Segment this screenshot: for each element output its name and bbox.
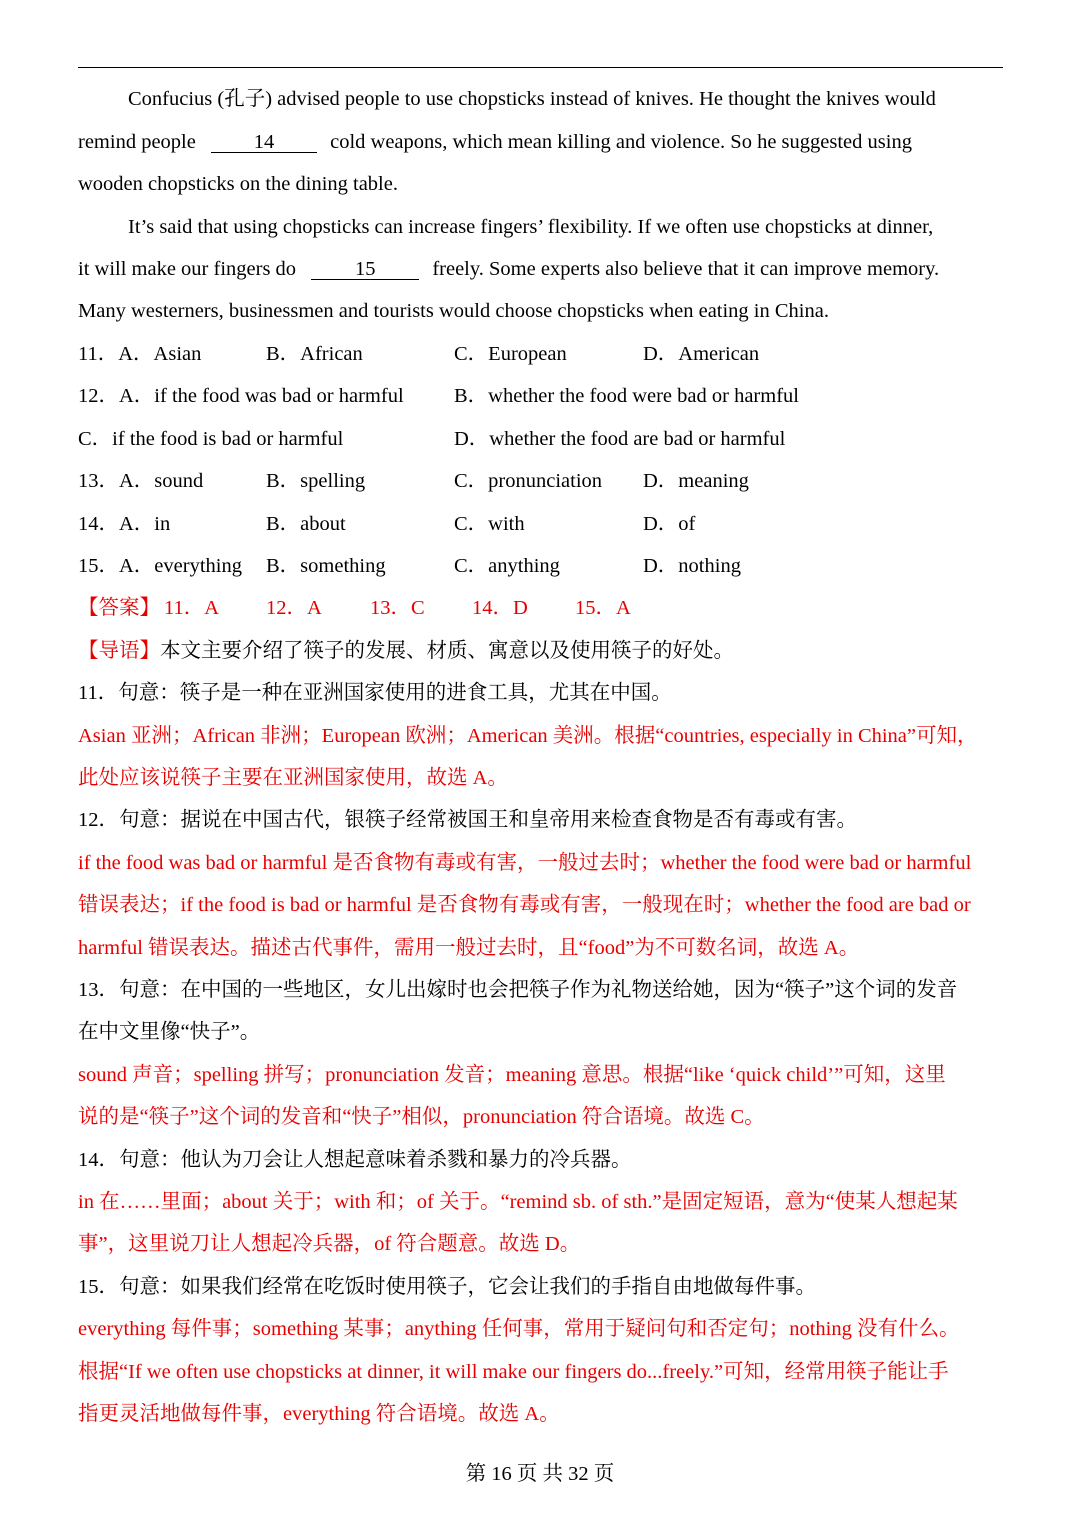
passage-line [78,128,1008,156]
page-number: 第 16 页 共 32 页 [465,1463,615,1485]
explanation-14-line: 事”，这里说刀让人想起冷兵器，of 符合题意。故选 D。 [78,1233,581,1255]
explanation-11-line: 此处应该说筷子主要在亚洲国家使用，故选 A。 [78,767,508,789]
question-11 [78,340,1008,368]
header-rule [78,67,1003,68]
option-a: 15．A．everything [78,555,242,577]
passage-text: it will make our fingers do [78,258,297,280]
option-c: C．with [454,513,525,535]
option-b: B．whether the food were bad or harmful [454,385,799,407]
question-15 [78,552,1008,580]
explanation-12-question: 12．句意：据说在中国古代，银筷子经常被国王和皇帝用来检查食物是否有毒或有害。 [78,809,857,831]
option-a: 13．A．sound [78,470,204,492]
guide-label: 【导语】 [78,640,160,662]
option-b: B．something [266,555,386,577]
answer-14: 14．D [472,597,528,619]
option-a: 14．A．in [78,513,171,535]
passage-line: Many westerners, businessmen and tourists would choose chopsticks when eating in China. [78,300,829,322]
answer-15: 15．A [575,597,631,619]
answer-11: 11．A [164,597,220,619]
explanation-15-line: everything 每件事；something 某事；anything 任何事，常用于疑问句和否定句；nothing 没有什么。 [78,1318,960,1340]
answer-label: 【答案】 [78,597,160,619]
explanation-12-line: harmful 错误表达。描述古代事件，需用一般过去时，且“food”为不可数名词，故选 A。 [78,937,860,959]
option-a: 12．A．if the food was bad or harmful [78,385,404,407]
explanation-14-line: in 在……里面；about 关于；with 和；of 关于。“remind sb. of sth.”是固定短语，意为“使某人想起某 [78,1191,958,1213]
question-14 [78,510,1008,538]
explanation-12-line: 错误表达；if the food is bad or harmful 是否食物有毒或有害，一般现在时；whether the food are bad or [78,894,971,916]
explanation-13-question: 13．句意：在中国的一些地区，女儿出嫁时也会把筷子作为礼物送给她，因为“筷子”这个词的发音 [78,979,958,1001]
blank-15: 15 [311,259,419,280]
option-b: B．about [266,513,346,535]
option-c: C．European [454,343,567,365]
question-13 [78,467,1008,495]
explanation-13-line: 说的是“筷子”这个词的发音和“快子”相似，pronunciation 符合语境。故选 C。 [78,1106,765,1128]
option-c: C．pronunciation [454,470,603,492]
option-d: D．nothing [643,555,741,577]
guide-text: 本文主要介绍了筷子的发展、材质、寓意以及使用筷子的好处。 [160,640,734,662]
question-12-cont [78,425,1008,453]
passage-line: wooden chopsticks on the dining table. [78,173,398,195]
explanation-15-line: 根据“If we often use chopsticks at dinner, it will make our fingers do...freely.”可知，经常用筷子能让手 [78,1361,949,1383]
explanation-13-question: 在中文里像“快子”。 [78,1021,261,1043]
explanation-15-question: 15．句意：如果我们经常在吃饭时使用筷子，它会让我们的手指自由地做每件事。 [78,1276,816,1298]
question-12 [78,382,1008,410]
passage-text: remind people [78,131,196,153]
answer-key [78,594,1008,622]
explanation-11-question: 11．句意：筷子是一种在亚洲国家使用的进食工具，尤其在中国。 [78,682,672,704]
passage-text: cold weapons, which mean killing and violence. So he suggested using [330,131,912,153]
passage-line: It’s said that using chopsticks can increase fingers’ flexibility. If we often use chopsticks at dinner, [128,216,934,238]
option-b: B．African [266,343,363,365]
passage-text: freely. Some experts also believe that it can improve memory. [432,258,940,280]
passage-line [78,255,1008,283]
option-a: 11．A．Asian [78,343,202,365]
option-d: D．whether the food are bad or harmful [454,428,786,450]
explanation-11-line: Asian 亚洲；African 非洲；European 欧洲；American 美洲。根据“countries, especially in China”可知， [78,725,978,747]
option-d: D．of [643,513,696,535]
answer-13: 13．C [370,597,425,619]
option-c: C．if the food is bad or harmful [78,428,344,450]
passage-line: Confucius (孔子) advised people to use chopsticks instead of knives. He thought the knives would [128,88,936,110]
explanation-13-line: sound 声音；spelling 拼写；pronunciation 发音；meaning 意思。根据“like ‘quick child’”可知，这里 [78,1064,946,1086]
explanation-12-line: if the food was bad or harmful 是否食物有毒或有害，一般过去时；whether the food were bad or harmful [78,852,972,874]
explanation-14-question: 14．句意：他认为刀会让人想起意味着杀戮和暴力的冷兵器。 [78,1149,632,1171]
answer-12: 12．A [266,597,322,619]
option-d: D．American [643,343,760,365]
explanation-15-line: 指更灵活地做每件事，everything 符合语境。故选 A。 [78,1403,560,1425]
option-c: C．anything [454,555,560,577]
option-b: B．spelling [266,470,366,492]
blank-14: 14 [211,132,317,153]
guide [78,637,1008,665]
option-d: D．meaning [643,470,749,492]
